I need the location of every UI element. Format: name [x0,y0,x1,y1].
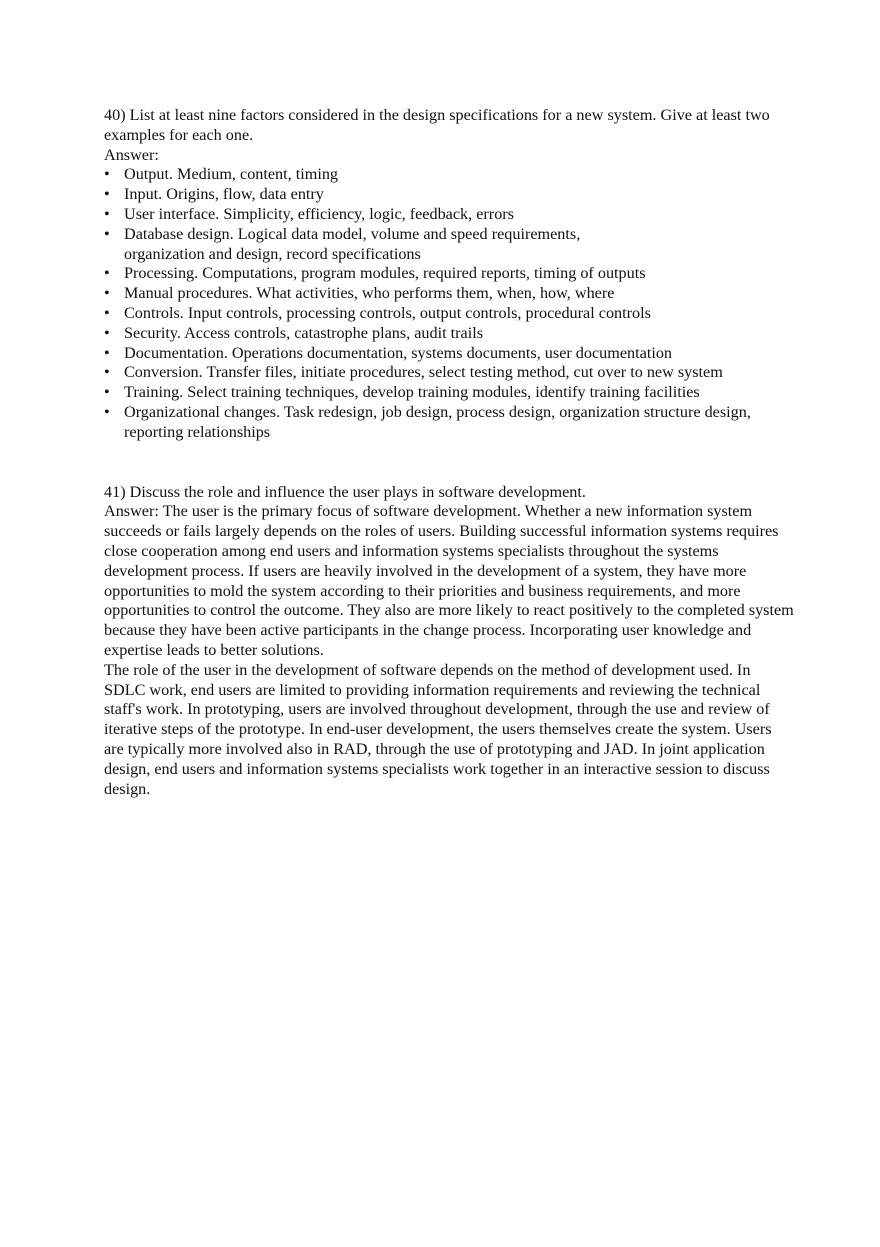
document-page [104,106,794,799]
answer-41-paragraph-1: Answer: The user is the primary focus of software development. Whether a new information system succeeds or fails largely depends on the roles of users. Building successful information systems requires close cooperation among end users and information systems specialists throughout the systems development process. If users are heavily involved in the development of a system, they have more opportunities to mold the system according to their priorities and business requirements, and more opportunities to control the outcome. They also are more likely to react positively to the completed system because they have been active participants in the change process. Incorporating user knowledge and expertise leads to better solutions. [104,502,794,659]
list-item [104,264,794,284]
list-item-text: Security. Access controls, catastrophe plans, audit trails [124,323,484,342]
bullet-glyph: • [104,383,110,402]
bullet-glyph: • [104,363,110,382]
bullet-glyph: • [104,402,110,421]
list-item-text: Database design. Logical data model, volume and speed requirements, organization and design, record specifications [124,224,581,263]
list-item-text: Documentation. Operations documentation, systems documents, user documentation [124,343,673,362]
list-item [104,165,794,185]
list-item [104,383,794,403]
question-41-text: 41) Discuss the role and influence the user plays in software development. [104,482,586,501]
list-item [104,304,794,324]
list-item [104,344,794,364]
section-spacer [104,443,794,483]
bullet-glyph: • [104,185,110,204]
bullet-glyph: • [104,284,110,303]
list-item-text: Manual procedures. What activities, who performs them, when, how, where [124,284,615,303]
list-item-text: User interface. Simplicity, efficiency, logic, feedback, errors [124,204,514,223]
list-item [104,324,794,344]
list-item-text: Conversion. Transfer files, initiate procedures, select testing method, cut over to new system [124,363,723,382]
bullet-glyph: • [104,204,110,223]
list-item [104,363,794,383]
answer-41-paragraph-2: The role of the user in the development of software depends on the method of development used. In SDLC work, end users are limited to providing information requirements and reviewing the technical staff's work. In prototyping, users are involved throughout development, through the use and review of iterative steps of the prototype. In end-user development, the users themselves create the system. Users are typically more involved also in RAD, through the use of prototyping and JAD. In joint application design, end users and information systems specialists work together in an interactive session to discuss design. [104,660,772,798]
list-item-text: Input. Origins, flow, data entry [124,185,324,204]
list-item-text: Output. Medium, content, timing [124,165,339,184]
list-item [104,403,794,443]
bullet-glyph: • [104,264,110,283]
question-40-text: 40) List at least nine factors considered in the design specifications for a new system. Give at least two examples for each one. [104,106,770,144]
bullet-glyph: • [104,165,110,184]
design-factors-list [104,165,794,442]
bullet-glyph: • [104,343,110,362]
list-item-text: Processing. Computations, program modules, required reports, timing of outputs [124,264,646,283]
list-item-text: Controls. Input controls, processing controls, output controls, procedural controls [124,303,651,322]
bullet-glyph: • [104,303,110,322]
list-item-text: Organizational changes. Task redesign, job design, process design, organization structure design, reporting relationships [124,402,751,441]
answer-40-label: Answer: [104,145,159,164]
list-item [104,205,794,225]
bullet-glyph: • [104,224,110,243]
list-item [104,185,794,205]
bullet-glyph: • [104,323,110,342]
list-item [104,284,794,304]
list-item [104,225,794,265]
list-item-text: Training. Select training techniques, develop training modules, identify training facilities [124,383,700,402]
